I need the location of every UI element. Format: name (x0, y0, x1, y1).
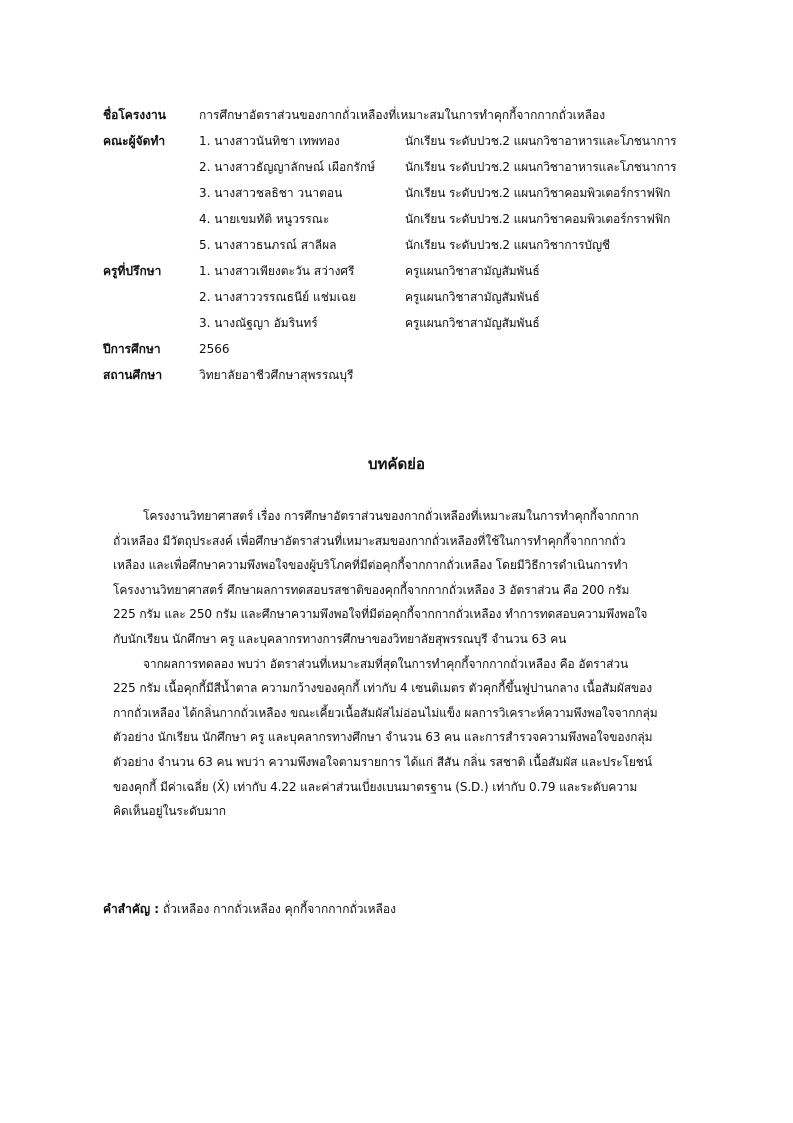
institution-label: สถานศึกษา (103, 368, 163, 382)
member-role: นักเรียน ระดับปวช.2 แผนกวิชาคอมพิวเตอร์กราฟฟิก (405, 212, 671, 226)
abstract-line: ตัวอย่าง นักเรียน นักศึกษา ครู และบุคลากรทางศึกษา จำนวน 63 คน และการสำรวจความพึงพอใจของกลุ่ม (113, 730, 653, 745)
team-member-row (103, 154, 723, 180)
abstract-line: ถั่วเหลือง มีวัตถุประสงค์ เพื่อศึกษาอัตราส่วนที่เหมาะสมของกากถั่วเหลืองที่ใช้ในการทำคุกกี้จากกากถั่ว (113, 533, 626, 548)
member-role: นักเรียน ระดับปวช.2 แผนกวิชาอาหารและโภชนาการ (405, 160, 677, 174)
advisor-name: 1. นางสาวเพียงตะวัน สว่างศรี (199, 264, 355, 278)
project-info (103, 102, 723, 388)
advisor-role: ครูแผนกวิชาสามัญสัมพันธ์ (405, 264, 540, 278)
year-value: 2566 (199, 342, 230, 356)
abstract-line: โครงงานวิทยาศาสตร์ ศึกษาผลการทดสอบรสชาติของคุกกี้จากกากถั่วเหลือง 3 อัตราส่วน คือ 200 กรัม (113, 582, 630, 597)
project-title: การศึกษาอัตราส่วนของกากถั่วเหลืองที่เหมาะสมในการทำคุกกี้จากกากถั่วเหลือง (199, 108, 606, 122)
advisor-name: 2. นางสาววรรณธนีย์ แช่มเฉย (199, 290, 357, 304)
abstract-line: คิดเห็นอยู่ในระดับมาก (113, 804, 226, 819)
team-member-row (103, 128, 723, 154)
academic-year-row (103, 336, 723, 362)
member-role: นักเรียน ระดับปวช.2 แผนกวิชาคอมพิวเตอร์กราฟฟิก (405, 186, 671, 200)
member-name: 4. นายเขมทัติ หนูวรรณะ (199, 212, 330, 226)
abstract-line: กับนักเรียน นักศึกษา ครู และบุคลากรทางการศึกษาของวิทยาลัยสุพรรณบุรี จำนวน 63 คน (113, 631, 567, 646)
abstract-line: กากถั่วเหลือง ได้กลิ่นกากถั่วเหลือง ขณะเคี้ยวเนื้อสัมผัสไม่อ่อนไม่แข็ง ผลการวิเคราะห์ความพึงพอใจจากกลุ่ม (113, 705, 658, 720)
advisor-role: ครูแผนกวิชาสามัญสัมพันธ์ (405, 290, 540, 304)
abstract-line: จากผลการทดลอง พบว่า อัตราส่วนที่เหมาะสมที่สุดในการทำคุกกี้จากกากถั่วเหลือง คือ อัตราส่วน (143, 656, 629, 671)
team-member-row (103, 206, 723, 232)
member-role: นักเรียน ระดับปวช.2 แผนกวิชาการบัญชี (405, 238, 610, 252)
member-name: 5. นางสาวธนภรณ์ สาลีผล (199, 238, 337, 252)
institution-row (103, 362, 723, 388)
member-name: 1. นางสาวนันทิชา เทพทอง (199, 134, 340, 148)
member-name: 2. นางสาวธัญญาลักษณ์ เผือกรักษ์ (199, 160, 376, 174)
abstract-body (113, 504, 696, 824)
advisor-row (103, 284, 723, 310)
keywords-label: คำสำคัญ : (103, 902, 160, 916)
advisor-role: ครูแผนกวิชาสามัญสัมพันธ์ (405, 316, 540, 330)
abstract-line: ของคุกกี้ มีค่าเฉลี่ย (X̄) เท่ากับ 4.22 และค่าส่วนเบี่ยงเบนมาตรฐาน (S.D.) เท่ากับ 0.79 และระดับความ (113, 779, 638, 794)
team-member-row (103, 232, 723, 258)
project-title-row (103, 102, 723, 128)
abstract-heading: บทคัดย่อ (368, 455, 425, 473)
advisor-row (103, 258, 723, 284)
year-label: ปีการศึกษา (103, 342, 161, 356)
abstract-line: ตัวอย่าง จำนวน 63 คน พบว่า ความพึงพอใจตามรายการ ได้แก่ สีสัน กลิ่น รสชาติ เนื้อสัมผัส และประโยชน์ (113, 754, 652, 769)
advisors-label: ครูที่ปรึกษา (103, 264, 162, 278)
advisor-row (103, 310, 723, 336)
member-name: 3. นางสาวชลธิชา วนาตอน (199, 186, 343, 200)
keywords-row (103, 900, 396, 919)
advisor-name: 3. นางณัฐญา อัมรินทร์ (199, 316, 318, 330)
team-member-row (103, 180, 723, 206)
abstract-line: 225 กรัม เนื้อคุกกี้มีสีน้ำตาล ความกว้างของคุกกี้ เท่ากับ 4 เซนติเมตร ตัวคุกกี้ขึ้นฟูปานกลาง เนื้อสัมผัสของ (113, 681, 653, 696)
keywords-value: ถั่วเหลือง กากถั่วเหลือง คุกกี้จากกากถั่วเหลือง (162, 902, 396, 916)
abstract-line: โครงงานวิทยาศาสตร์ เรื่อง การศึกษาอัตราส่วนของกากถั่วเหลืองที่เหมาะสมในการทำคุกกี้จากกาก (143, 509, 639, 523)
abstract-line: เหลือง และเพื่อศึกษาความพึงพอใจของผู้บริโภคที่มีต่อคุกกี้จากกากถั่วเหลือง โดยมีวิธีการดำเนินการทำ (113, 558, 628, 573)
institution-value: วิทยาลัยอาชีวศึกษาสุพรรณบุรี (199, 368, 354, 382)
member-role: นักเรียน ระดับปวช.2 แผนกวิชาอาหารและโภชนาการ (405, 134, 677, 148)
team-label: คณะผู้จัดทำ (103, 134, 166, 148)
project-label: ชื่อโครงงาน (103, 108, 166, 122)
abstract-line: 225 กรัม และ 250 กรัม และศึกษาความพึงพอใจที่มีต่อคุกกี้จากกากถั่วเหลือง ทำการทดสอบความพึงพอใจ (113, 607, 648, 622)
